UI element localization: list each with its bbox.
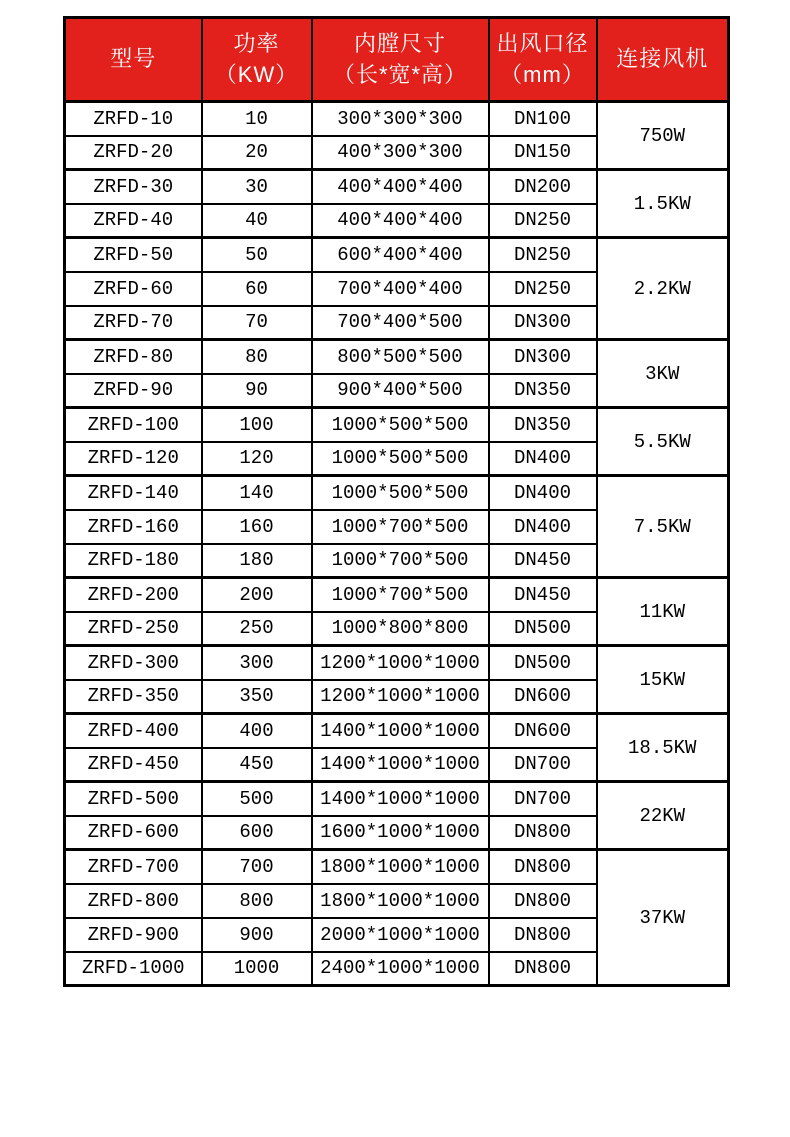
table-row — [65, 714, 729, 748]
power-cell: 160 — [202, 510, 312, 544]
fan-cell: 18.5KW — [597, 714, 729, 782]
table-row — [65, 646, 729, 680]
outlet-cell: DN450 — [489, 544, 597, 578]
size-cell: 1000*500*500 — [312, 442, 489, 476]
power-cell: 350 — [202, 680, 312, 714]
size-cell: 400*300*300 — [312, 136, 489, 170]
outlet-cell: DN250 — [489, 204, 597, 238]
size-cell: 1000*700*500 — [312, 510, 489, 544]
power-cell: 20 — [202, 136, 312, 170]
power-cell: 70 — [202, 306, 312, 340]
size-cell: 800*500*500 — [312, 340, 489, 374]
power-cell: 10 — [202, 102, 312, 136]
model-cell: ZRFD-120 — [65, 442, 202, 476]
model-cell: ZRFD-30 — [65, 170, 202, 204]
model-cell: ZRFD-300 — [65, 646, 202, 680]
power-cell: 250 — [202, 612, 312, 646]
power-cell: 140 — [202, 476, 312, 510]
size-cell: 700*400*400 — [312, 272, 489, 306]
power-cell: 180 — [202, 544, 312, 578]
header-sublabel: （KW） — [214, 61, 299, 87]
table-row — [65, 238, 729, 272]
power-cell: 80 — [202, 340, 312, 374]
header-cell-outlet — [489, 18, 597, 102]
model-cell: ZRFD-200 — [65, 578, 202, 612]
table-row — [65, 476, 729, 510]
header-sublabel: （mm） — [500, 61, 585, 87]
power-cell: 90 — [202, 374, 312, 408]
model-cell: ZRFD-180 — [65, 544, 202, 578]
size-cell: 1400*1000*1000 — [312, 748, 489, 782]
model-cell: ZRFD-50 — [65, 238, 202, 272]
fan-cell: 3KW — [597, 340, 729, 408]
header-label: 出风口径 — [496, 30, 589, 56]
model-cell: ZRFD-60 — [65, 272, 202, 306]
size-cell: 600*400*400 — [312, 238, 489, 272]
power-cell: 40 — [202, 204, 312, 238]
outlet-cell: DN700 — [489, 782, 597, 816]
power-cell: 800 — [202, 884, 312, 918]
model-cell: ZRFD-800 — [65, 884, 202, 918]
header-label: 功率 — [233, 30, 280, 56]
outlet-cell: DN400 — [489, 476, 597, 510]
power-cell: 100 — [202, 408, 312, 442]
outlet-cell: DN800 — [489, 884, 597, 918]
power-cell: 700 — [202, 850, 312, 884]
size-cell: 1400*1000*1000 — [312, 714, 489, 748]
size-cell: 400*400*400 — [312, 170, 489, 204]
power-cell: 400 — [202, 714, 312, 748]
power-cell: 600 — [202, 816, 312, 850]
model-cell: ZRFD-500 — [65, 782, 202, 816]
outlet-cell: DN300 — [489, 340, 597, 374]
outlet-cell: DN250 — [489, 238, 597, 272]
fan-cell: 750W — [597, 102, 729, 170]
outlet-cell: DN250 — [489, 272, 597, 306]
outlet-cell: DN800 — [489, 850, 597, 884]
header-label: 内膛尺寸 — [353, 30, 446, 56]
size-cell: 1000*700*500 — [312, 578, 489, 612]
fan-cell: 37KW — [597, 850, 729, 986]
fan-cell: 22KW — [597, 782, 729, 850]
outlet-cell: DN700 — [489, 748, 597, 782]
outlet-cell: DN800 — [489, 952, 597, 986]
model-cell: ZRFD-40 — [65, 204, 202, 238]
power-cell: 500 — [202, 782, 312, 816]
model-cell: ZRFD-400 — [65, 714, 202, 748]
model-cell: ZRFD-80 — [65, 340, 202, 374]
header-sublabel: （长*宽*高） — [332, 61, 468, 87]
power-cell: 120 — [202, 442, 312, 476]
outlet-cell: DN800 — [489, 918, 597, 952]
size-cell: 1200*1000*1000 — [312, 646, 489, 680]
model-cell: ZRFD-160 — [65, 510, 202, 544]
outlet-cell: DN600 — [489, 714, 597, 748]
model-cell: ZRFD-450 — [65, 748, 202, 782]
size-cell: 1600*1000*1000 — [312, 816, 489, 850]
outlet-cell: DN400 — [489, 442, 597, 476]
model-cell: ZRFD-250 — [65, 612, 202, 646]
size-cell: 1000*800*800 — [312, 612, 489, 646]
spec-table-container — [63, 16, 727, 987]
size-cell: 700*400*500 — [312, 306, 489, 340]
spec-table-body — [65, 102, 729, 986]
power-cell: 60 — [202, 272, 312, 306]
model-cell: ZRFD-100 — [65, 408, 202, 442]
header-label: 连接风机 — [616, 46, 709, 72]
size-cell: 1000*500*500 — [312, 408, 489, 442]
fan-cell: 11KW — [597, 578, 729, 646]
size-cell: 1800*1000*1000 — [312, 884, 489, 918]
size-cell: 1000*500*500 — [312, 476, 489, 510]
table-row — [65, 408, 729, 442]
table-row — [65, 850, 729, 884]
model-cell: ZRFD-90 — [65, 374, 202, 408]
outlet-cell: DN800 — [489, 816, 597, 850]
power-cell: 50 — [202, 238, 312, 272]
header-row — [65, 18, 729, 102]
model-cell: ZRFD-350 — [65, 680, 202, 714]
outlet-cell: DN300 — [489, 306, 597, 340]
size-cell: 400*400*400 — [312, 204, 489, 238]
model-cell: ZRFD-70 — [65, 306, 202, 340]
size-cell: 1400*1000*1000 — [312, 782, 489, 816]
outlet-cell: DN350 — [489, 374, 597, 408]
model-cell: ZRFD-10 — [65, 102, 202, 136]
header-cell-model — [65, 18, 202, 102]
outlet-cell: DN500 — [489, 612, 597, 646]
power-cell: 450 — [202, 748, 312, 782]
size-cell: 300*300*300 — [312, 102, 489, 136]
outlet-cell: DN500 — [489, 646, 597, 680]
model-cell: ZRFD-1000 — [65, 952, 202, 986]
size-cell: 1800*1000*1000 — [312, 850, 489, 884]
fan-cell: 15KW — [597, 646, 729, 714]
size-cell: 2000*1000*1000 — [312, 918, 489, 952]
table-row — [65, 102, 729, 136]
model-cell: ZRFD-700 — [65, 850, 202, 884]
power-cell: 200 — [202, 578, 312, 612]
fan-cell: 5.5KW — [597, 408, 729, 476]
table-row — [65, 578, 729, 612]
size-cell: 1200*1000*1000 — [312, 680, 489, 714]
spec-table — [63, 16, 730, 987]
outlet-cell: DN100 — [489, 102, 597, 136]
fan-cell: 2.2KW — [597, 238, 729, 340]
header-cell-power — [202, 18, 312, 102]
fan-cell: 1.5KW — [597, 170, 729, 238]
table-row — [65, 340, 729, 374]
size-cell: 2400*1000*1000 — [312, 952, 489, 986]
table-row — [65, 170, 729, 204]
outlet-cell: DN600 — [489, 680, 597, 714]
fan-cell: 7.5KW — [597, 476, 729, 578]
spec-table-header — [65, 18, 729, 102]
model-cell: ZRFD-140 — [65, 476, 202, 510]
outlet-cell: DN350 — [489, 408, 597, 442]
power-cell: 30 — [202, 170, 312, 204]
header-cell-fan — [597, 18, 729, 102]
model-cell: ZRFD-20 — [65, 136, 202, 170]
power-cell: 300 — [202, 646, 312, 680]
header-label: 型号 — [110, 46, 157, 72]
outlet-cell: DN200 — [489, 170, 597, 204]
size-cell: 1000*700*500 — [312, 544, 489, 578]
outlet-cell: DN450 — [489, 578, 597, 612]
table-row — [65, 782, 729, 816]
model-cell: ZRFD-900 — [65, 918, 202, 952]
power-cell: 1000 — [202, 952, 312, 986]
header-cell-size — [312, 18, 489, 102]
outlet-cell: DN400 — [489, 510, 597, 544]
outlet-cell: DN150 — [489, 136, 597, 170]
power-cell: 900 — [202, 918, 312, 952]
model-cell: ZRFD-600 — [65, 816, 202, 850]
size-cell: 900*400*500 — [312, 374, 489, 408]
